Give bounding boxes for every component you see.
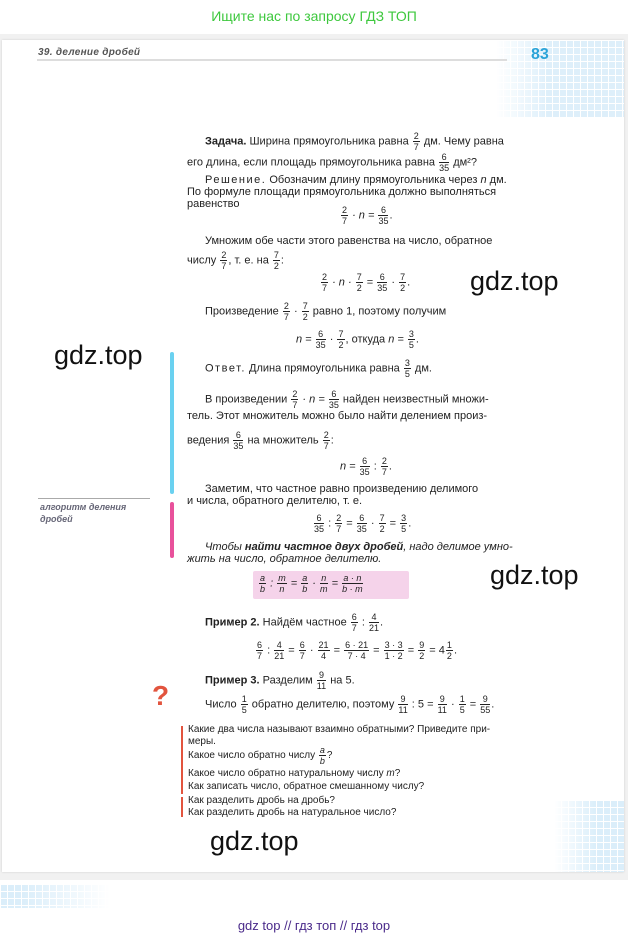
question-5: Как разделить дробь на дробь? (188, 795, 335, 806)
fraction (337, 329, 344, 350)
frac-den: 7 (257, 651, 263, 661)
fraction (321, 272, 328, 293)
frac-num: 7 (338, 329, 344, 339)
frac-num: 2 (336, 513, 342, 523)
equation-4: n = $\frac{6}{35}$ : $\frac{2}{7}$ . (340, 456, 392, 477)
frac-num: 7 (356, 272, 362, 282)
fraction (404, 358, 411, 379)
question-mark-icon: ? (152, 680, 170, 711)
frac-num: 21 (318, 640, 329, 650)
product-line (205, 301, 446, 322)
frac-den: 2 (379, 524, 385, 534)
frac-num: 2 (322, 272, 328, 282)
frac-num: n (321, 573, 327, 583)
multiply-line2: числу $\frac{2}{7}$ , т. е. на $\frac{7}{2}$ : (187, 250, 284, 271)
fraction (301, 573, 308, 594)
op: : (328, 517, 332, 530)
solution-label: Решение. (205, 174, 267, 186)
frac-num: 6 (329, 389, 339, 400)
pink-side-bar (170, 502, 174, 558)
fraction (233, 430, 243, 451)
frac-den: 2 (338, 340, 344, 350)
frac-num: 7 (379, 513, 385, 523)
fraction (369, 612, 379, 633)
fraction (399, 272, 406, 293)
fraction (408, 329, 415, 350)
frac-num: 6 (233, 430, 243, 441)
question-4: Как записать число, обратное смешанному числу? (188, 781, 425, 792)
frac-den: 35 (328, 400, 339, 410)
fraction (320, 573, 328, 594)
frac-den: 35 (359, 467, 370, 477)
frac-num: 3 · 3 (384, 640, 403, 650)
text: В произведении (205, 393, 288, 406)
frac-den: 35 (356, 524, 367, 534)
frac-num: 1 (459, 694, 465, 704)
whole-part: 4 (438, 644, 445, 657)
op: · (391, 276, 396, 289)
example2-line: Пример 2. Найдём частное $\frac{6}{7}$ : $\frac{4}{21}$ . (205, 612, 384, 633)
text: , откуда (345, 333, 386, 346)
fraction (259, 573, 266, 594)
text: Произведение (205, 305, 279, 318)
fraction (220, 250, 227, 271)
frac-num: 2 (381, 456, 387, 466)
question-1-cont: меры. (188, 736, 216, 747)
equation-1: $\frac{2}{7}$ · n = $\frac{6}{35}$ . (342, 205, 393, 226)
footer-links[interactable]: gdz top // гдз топ // гдз top (237, 918, 391, 933)
fraction (400, 513, 407, 534)
frac-num: a (319, 745, 325, 755)
decorative-grid-bottom (554, 800, 624, 872)
watermark: gdz.top (210, 826, 299, 856)
frac-num: 6 (377, 272, 387, 283)
fraction (418, 640, 425, 661)
fraction (377, 272, 387, 293)
question-3: Какое число обратно натуральному числу m? (188, 768, 401, 779)
watermark: gdz.top (54, 340, 143, 370)
example-label: Пример 3. (205, 674, 260, 687)
text: обратно делителю, поэтому (251, 698, 395, 711)
solution-line2: По формуле площади прямоугольника должно выполняться (187, 186, 497, 198)
op: n = (388, 333, 404, 346)
fraction (329, 389, 339, 410)
text: на 5. (330, 674, 355, 687)
op: = (366, 276, 374, 289)
op: · n = (302, 393, 325, 406)
fraction (283, 301, 290, 322)
frac-num: a (260, 573, 266, 583)
side-note-divider (38, 498, 150, 499)
fraction (439, 152, 449, 173)
rule-bold: найти частное двух дробей (244, 541, 404, 553)
text: ведения (187, 434, 230, 447)
fraction (356, 272, 363, 293)
fraction (344, 640, 369, 661)
fraction (379, 513, 386, 534)
task-line2 (187, 152, 477, 173)
frac-den: 7 (292, 400, 298, 410)
multiply-line1: Умножим обе части этого равенства на число, обратное (205, 235, 493, 247)
frac-den: 7 (221, 261, 227, 271)
text: Число (205, 698, 237, 711)
op: = (346, 517, 353, 530)
frac-den: 35 (233, 441, 244, 451)
frac-den: 7 (381, 467, 387, 477)
fraction (480, 694, 490, 715)
fraction (319, 745, 326, 766)
frac-den: 35 (314, 524, 325, 534)
frac-num: 7 (273, 250, 279, 260)
frac-num: 9 (480, 694, 490, 705)
frac-den: 7 (351, 623, 357, 633)
task-text: дм. Чему равна (423, 135, 504, 148)
frac-num: 6 (360, 456, 370, 467)
frac-den: 21 (274, 651, 285, 661)
frac-num: 2 (342, 205, 348, 215)
frac-den: 5 (459, 705, 465, 715)
text: , надо делимое умно- (403, 541, 513, 553)
side-note-line: алгоритм деления (40, 502, 127, 512)
frac-num: 9 (438, 694, 447, 705)
solution-line3: равенство (187, 198, 240, 210)
fraction (384, 640, 404, 661)
frac-den: 2 (273, 261, 279, 271)
fraction (357, 513, 367, 534)
frac-den: 5 (241, 705, 247, 715)
fraction (291, 389, 298, 410)
frac-num: a (302, 573, 308, 583)
frac-den: 21 (368, 623, 379, 633)
fraction (299, 640, 306, 661)
frac-num: 6 (316, 329, 326, 340)
frac-den: 7 (299, 651, 305, 661)
var: n (480, 174, 487, 186)
frac-den: 35 (378, 216, 389, 226)
frac-num: 4 (274, 640, 284, 651)
example3-line2: Число $\frac{1}{5}$ обратно делителю, поэтому $\frac{9}{11}$ : 5 = $\frac{9}{11}$ · $\frac{1}{5}$ = $\frac{9}{55}$ . (205, 694, 495, 715)
fraction (302, 301, 309, 322)
frac-num: 7 (302, 301, 308, 311)
side-note (40, 501, 126, 525)
top-banner (0, 0, 628, 34)
op: · (293, 305, 298, 318)
blue-side-bar (170, 352, 174, 494)
equation-3: n = $\frac{6}{35}$ · $\frac{7}{2}$ , откуда n = $\frac{3}{5}$ . (296, 329, 419, 350)
explain-line1 (205, 389, 489, 410)
frac-den: 11 (316, 681, 327, 691)
frac-den: b (260, 584, 266, 594)
text: на множитель (247, 434, 319, 447)
frac-num: 6 (378, 205, 388, 216)
frac-num: 2 (292, 389, 298, 399)
op: : (373, 460, 377, 473)
task-title: Задача. (205, 135, 247, 148)
fraction (277, 573, 287, 594)
frac-num: a · n (343, 573, 362, 583)
fraction (323, 430, 330, 451)
op: · (329, 333, 334, 346)
op: : 5 = (411, 698, 434, 711)
side-note-line: дробей (40, 514, 73, 524)
fraction (446, 640, 453, 661)
text: Длина прямоугольника равна (249, 362, 400, 375)
fraction (360, 456, 370, 477)
frac-den: 7 · 4 (347, 651, 366, 661)
frac-num: 6 (351, 612, 357, 622)
frac-den: 7 (323, 441, 329, 451)
frac-num: 2 (283, 301, 289, 311)
frac-num: 2 (323, 430, 329, 440)
frac-num: 9 (419, 640, 425, 650)
frac-num: 1 (446, 640, 452, 650)
example-label: Пример 2. (205, 616, 260, 629)
task-text: его длина, если площадь прямоугольника равна (187, 156, 436, 169)
frac-num: 9 (317, 670, 326, 681)
var: m (386, 768, 395, 779)
frac-den: 2 (419, 651, 425, 661)
frac-den: 2 (446, 651, 452, 661)
question-bracket (181, 797, 188, 817)
frac-den: b · m (342, 584, 363, 594)
fraction (378, 205, 388, 226)
frac-num: m (278, 573, 286, 583)
task-line1 (205, 131, 504, 152)
frac-num: 2 (413, 131, 419, 141)
frac-num: 6 (314, 513, 324, 524)
fraction (273, 250, 280, 271)
fraction (413, 131, 420, 152)
example2-calc: $\frac{6}{7}$ : $\frac{4}{21}$ = $\frac{6}{7}$ · $\frac{21}{4}$ = $\frac{6 \cdot 21}{7 \cdot 4}$ = $\frac{3 \cdot 3}{1 \cdot 2}$ = $\frac{9}{2}$ = 4 $\frac{1}{2}$ . (257, 640, 457, 661)
page-number: 83 (531, 46, 549, 63)
question-1: Какие два числа называют взаимно обратными? Приведите при- (188, 724, 491, 735)
frac-den: 11 (437, 705, 447, 715)
text: найден неизвестный множи- (342, 393, 489, 406)
frac-num: 7 (400, 272, 406, 282)
task-text: дм²? (453, 156, 477, 169)
equation-5: $\frac{6}{35}$ : $\frac{2}{7}$ = $\frac{6}{35}$ · $\frac{7}{2}$ = $\frac{3}{5}$ . (314, 513, 412, 534)
frac-den: 2 (302, 312, 308, 322)
frac-num: 6 (357, 513, 367, 524)
text: Найдём частное (262, 616, 347, 629)
fraction (335, 513, 342, 534)
frac-den: 5 (408, 340, 414, 350)
fraction (241, 694, 248, 715)
explain-line3: ведения $\frac{6}{35}$ на множитель $\frac{2}{7}$ : (187, 430, 334, 451)
explain-line2: тель. Этот множитель можно было найти делением произ- (187, 410, 488, 422)
fraction (274, 640, 284, 661)
question-bracket (181, 726, 188, 794)
text: Чтобы (205, 541, 242, 553)
fraction (398, 694, 407, 715)
text: дм. (489, 174, 507, 186)
frac-num: 6 · 21 (345, 640, 369, 650)
op: · (370, 517, 375, 530)
frac-den: 5 (401, 524, 407, 534)
text: Разделим (262, 674, 313, 687)
frac-num: 3 (401, 513, 407, 523)
note-line1: Заметим, что частное равно произведению делимого (205, 483, 479, 495)
frac-num: 2 (221, 250, 227, 260)
op: · n · (332, 276, 352, 289)
frac-den: 5 (404, 369, 410, 379)
fraction (317, 670, 326, 691)
frac-den: 7 (336, 524, 342, 534)
answer-label: Ответ. (205, 362, 246, 375)
frac-num: 6 (299, 640, 305, 650)
fraction (256, 640, 263, 661)
text: равно 1, поэтому получим (312, 305, 447, 318)
frac-den: 2 (400, 283, 406, 293)
question-2: Какое число обратно числу $\frac{a}{b}$ ? (188, 745, 333, 766)
text: дм. (414, 362, 432, 375)
section-title: 39. деление дробей (38, 47, 141, 58)
decorative-grid-footer (0, 884, 110, 908)
watermark: gdz.top (490, 560, 579, 590)
frac-num: 6 (257, 640, 263, 650)
fraction (351, 612, 358, 633)
rule-line2: жить на число, обратное делителю. (187, 553, 382, 565)
frac-num: 3 (408, 329, 414, 339)
text: Какое число обратно натуральному числу (188, 768, 384, 779)
fraction (342, 573, 363, 594)
text: Какое число обратно числу (188, 750, 316, 762)
fraction (314, 513, 324, 534)
frac-den: 1 · 2 (384, 651, 403, 661)
frac-den: 11 (398, 705, 408, 715)
frac-den: m (320, 584, 328, 594)
frac-num: 6 (439, 152, 449, 163)
example3-line1 (205, 670, 355, 691)
frac-den: n (279, 584, 285, 594)
fraction (459, 694, 466, 715)
frac-den: 7 (322, 283, 328, 293)
text: Обозначим длину прямоугольника через (269, 174, 478, 186)
frac-den: 4 (321, 651, 327, 661)
op: n = (296, 333, 312, 346)
frac-den: 2 (356, 283, 362, 293)
frac-num: 3 (404, 358, 410, 368)
frac-den: 35 (377, 283, 388, 293)
op: n = (340, 460, 356, 473)
fraction (341, 205, 348, 226)
fraction (316, 329, 326, 350)
header-divider (37, 59, 507, 61)
frac-den: 7 (283, 312, 289, 322)
frac-num: 1 (241, 694, 247, 704)
answer-line (205, 358, 432, 379)
frac-den: b (302, 584, 308, 594)
equation-2: $\frac{2}{7}$ · n · $\frac{7}{2}$ = $\frac{6}{35}$ · $\frac{7}{2}$ . (322, 272, 411, 293)
fraction (381, 456, 388, 477)
frac-den: 35 (439, 163, 450, 173)
frac-den: 7 (342, 216, 348, 226)
fraction (318, 640, 330, 661)
frac-num: 9 (398, 694, 407, 705)
question-6: Как разделить дробь на натуральное число? (188, 807, 397, 818)
text: , т. е. на (228, 254, 269, 267)
op: · n = (352, 209, 375, 222)
banner-text: Ищите нас по запросу ГДЗ ТОП (211, 8, 417, 24)
watermark: gdz.top (470, 266, 559, 296)
frac-den: 55 (480, 705, 491, 715)
decorative-grid (496, 40, 624, 118)
frac-den: b (319, 756, 325, 766)
note-line2: и числа, обратного делителю, т. е. (187, 495, 363, 507)
task-text: Ширина прямоугольника равна (249, 135, 409, 148)
frac-num: 4 (369, 612, 379, 623)
frac-den: 7 (413, 142, 419, 152)
op: = (389, 517, 397, 530)
fraction (438, 694, 447, 715)
frac-den: 35 (315, 340, 326, 350)
text: числу (187, 254, 217, 267)
rule-formula: $\frac{a}{b}$ : $\frac{m}{n}$ = $\frac{a}{b}$ · $\frac{n}{m}$ = $\frac{a \cdot n}{b \cdot m}$ (260, 573, 363, 594)
